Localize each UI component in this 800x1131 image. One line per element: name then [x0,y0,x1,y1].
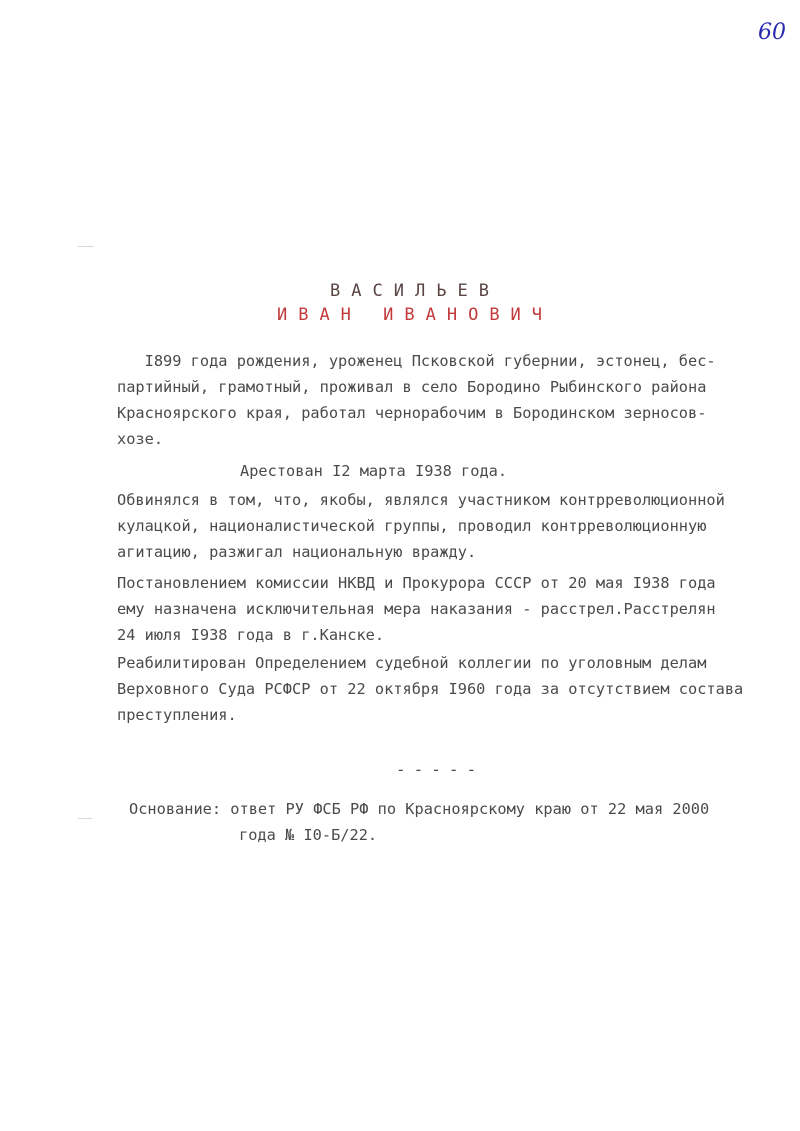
text-line: преступления. [117,706,237,724]
text-line: Верховного Суда РСФСР от 22 октября I960 года за отсутствием состава [117,680,744,698]
text-line: 24 июля I938 года в г.Канске. [117,626,385,644]
basis-line: Основание: ответ РУ ФСБ РФ по Красноярскому краю от 22 мая 2000 [129,800,710,818]
surname-heading: ВАСИЛЬЕВ [330,281,500,301]
charge-paragraph [117,487,797,565]
text-line: I899 года рождения, уроженец Псковской губернии, эстонец, бес- [117,352,716,370]
text-line: партийный, грамотный, проживал в село Бородино Рыбинского района [117,378,707,396]
margin-mark [78,246,94,247]
text-line: Арестован I2 марта I938 года. [240,462,508,480]
sentence-paragraph [117,570,797,648]
text-line: хозе. [117,430,164,448]
section-divider: ----- [396,760,485,779]
text-line: агитацию, разжигал национальную вражду. [117,543,477,561]
rehabilitation-paragraph [117,650,797,728]
text-line: Постановлением комиссии НКВД и Прокурора СССР от 20 мая I938 года [117,574,716,592]
margin-mark [78,818,92,819]
handwritten-page-number: 60 [758,20,786,45]
text-line: Красноярского края, работал чернорабочим в Бородинском зерносов- [117,404,707,422]
given-name-heading: ИВАН ИВАНОВИЧ [276,305,554,325]
text-line: Реабилитирован Определением судебной коллегии по уголовным делам [117,654,707,672]
arrest-paragraph [240,458,800,484]
text-line: кулацкой, националистической группы, проводил контрреволюционную [117,517,707,535]
biography-paragraph [117,348,797,452]
text-line: Обвинялся в том, что, якобы, являлся участником контрреволюционной [117,491,725,509]
basis-note [129,796,709,848]
text-line: ему назначена исключительная мера наказания - расстрел.Расстрелян [117,600,716,618]
basis-line: года № I0-Б/22. [239,826,378,844]
